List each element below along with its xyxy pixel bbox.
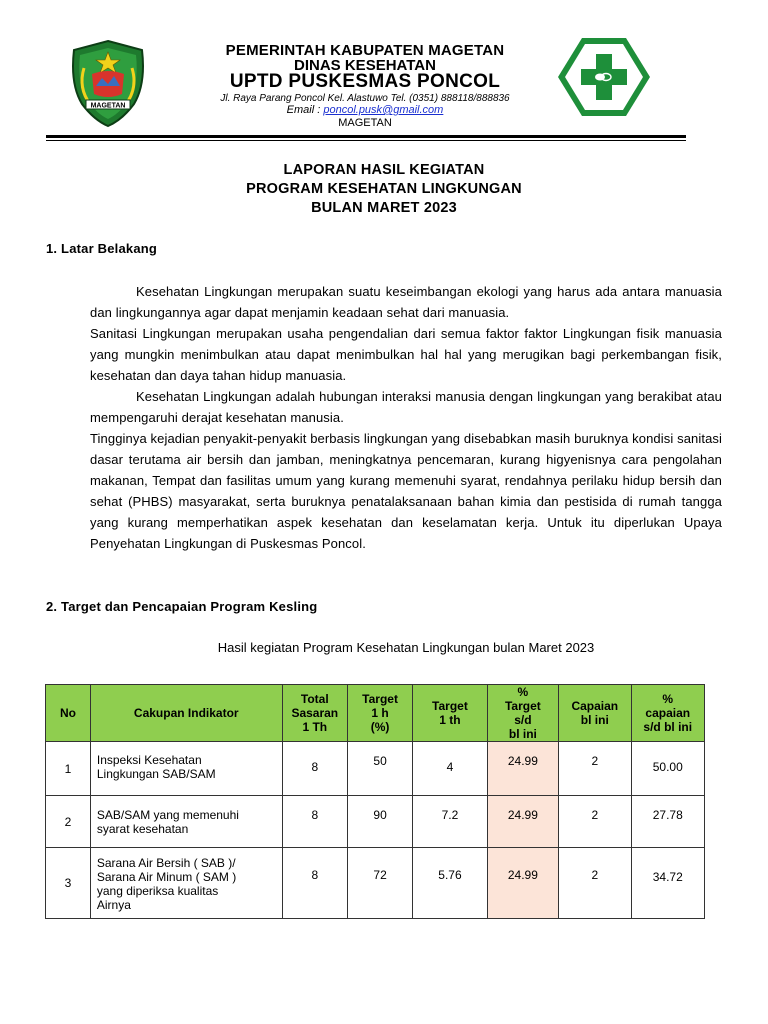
paragraph-2: Sanitasi Lingkungan merupakan usaha pengendalian dari semua faktor faktor Lingkungan fisik manuasia yang mungkin menimbulkan atau dapat menimbulkan hal hal yang merugikan bagi perkembangan fisik, kesehatan dan daya tahan hidup manuasia.	[90, 326, 722, 383]
email-label: Email :	[286, 104, 324, 116]
col-header-target-h: Target 1 h (%)	[347, 685, 412, 742]
puskesmas-logo	[556, 36, 652, 118]
cell-target-h: 50	[347, 742, 412, 796]
cell-no: 2	[46, 796, 91, 848]
header-rule-thin	[46, 140, 686, 141]
cell-pct-target: 24.99	[487, 742, 558, 796]
cell-target-th: 4	[413, 742, 487, 796]
cell-target-h: 72	[347, 848, 412, 919]
cell-pct-capaian: 50.00	[631, 742, 704, 796]
cell-capaian: 2	[559, 796, 631, 848]
background-text	[90, 281, 722, 554]
cell-target-th: 7.2	[413, 796, 487, 848]
header-government: PEMERINTAH KABUPATEN MAGETAN	[225, 42, 505, 59]
email-link[interactable]: poncol.pusk@gmail.com	[323, 104, 444, 116]
table-header-row	[46, 685, 705, 742]
cell-no: 3	[46, 848, 91, 919]
header-institution: UPTD PUSKESMAS PONCOL	[229, 71, 501, 92]
cell-capaian: 2	[559, 848, 631, 919]
cell-pct-target: 24.99	[487, 796, 558, 848]
table-caption: Hasil kegiatan Program Kesehatan Lingkungan bulan Maret 2023	[217, 640, 595, 655]
section-heading-background: 1. Latar Belakang	[46, 241, 158, 256]
header-city: MAGETAN	[338, 117, 392, 129]
table-row	[46, 848, 705, 919]
cell-total: 8	[282, 848, 347, 919]
table-row	[46, 742, 705, 796]
col-header-target-th: Target 1 th	[413, 685, 487, 742]
cell-target-h: 90	[347, 796, 412, 848]
header-email-line	[180, 104, 550, 116]
col-header-pct-capaian: % capaian s/d bl ini	[631, 685, 704, 742]
table-row	[46, 796, 705, 848]
cell-total: 8	[282, 742, 347, 796]
header-rule-thick	[46, 135, 686, 138]
cell-indikator: Sarana Air Bersih ( SAB )/ Sarana Air Minum ( SAM ) yang diperiksa kualitas Airnya	[90, 848, 282, 919]
emblem-text: MAGETAN	[90, 102, 126, 110]
report-title-line2: PROGRAM KESEHATAN LINGKUNGAN	[246, 181, 522, 197]
cell-capaian: 2	[559, 742, 631, 796]
cell-target-th: 5.76	[413, 848, 487, 919]
report-title-line1: LAPORAN HASIL KEGIATAN	[283, 162, 485, 178]
cell-pct-capaian: 27.78	[631, 796, 704, 848]
results-table	[45, 684, 705, 919]
header-address: Jl. Raya Parang Poncol Kel. Alastuwo Tel. (0351) 888118/888836	[220, 93, 510, 104]
col-header-no: No	[46, 685, 91, 742]
cell-pct-target: 24.99	[487, 848, 558, 919]
cell-indikator: Inspeksi Kesehatan Lingkungan SAB/SAM	[90, 742, 282, 796]
magetan-emblem-logo	[60, 38, 156, 128]
paragraph-1: Kesehatan Lingkungan merupakan suatu keseimbangan ekologi yang harus ada antara manuasia dan lingkungannya agar dapat menjamin keadaan sehat dari manuasia.	[90, 284, 722, 320]
report-title-line3: BULAN MARET 2023	[311, 200, 457, 216]
cell-total: 8	[282, 796, 347, 848]
section-heading-target: 2. Target dan Pencapaian Program Kesling	[46, 599, 318, 614]
paragraph-4: Tingginya kejadian penyakit-penyakit berbasis lingkungan yang disebabkan masih buruknya kondisi sanitasi dasar terutama air bersih dan jamban, meningkatnya pencemaran, kurang higyenisnya cara pengolahan makanan, Tempat dan fasilitas umum yang kurang memenuhi syarat, rendahnya perilaku hidup bersih dan sehat (PHBS) masyarakat, serta buruknya penatalaksanaan bahan kimia dan pestisida di rumah tangga yang kurang memperhatikan aspek kesehatan dan keselamatan kerja. Untuk itu diperlukan Upaya Penyehatan Lingkungan di Puskesmas Poncol.	[90, 431, 722, 551]
cell-pct-capaian: 34.72	[631, 848, 704, 919]
cell-no: 1	[46, 742, 91, 796]
col-header-capaian: Capaian bl ini	[559, 685, 631, 742]
col-header-total-sasaran: Total Sasaran 1 Th	[282, 685, 347, 742]
header-department: DINAS KESEHATAN	[294, 57, 436, 74]
cell-indikator: SAB/SAM yang memenuhi syarat kesehatan	[90, 796, 282, 848]
col-header-pct-target: % Target s/d bl ini	[487, 685, 558, 742]
paragraph-3: Kesehatan Lingkungan adalah hubungan interaksi manusia dengan lingkungan yang berakibat atau mempengaruhi derajat kesehatan manusia.	[90, 389, 722, 425]
col-header-indikator: Cakupan Indikator	[90, 685, 282, 742]
